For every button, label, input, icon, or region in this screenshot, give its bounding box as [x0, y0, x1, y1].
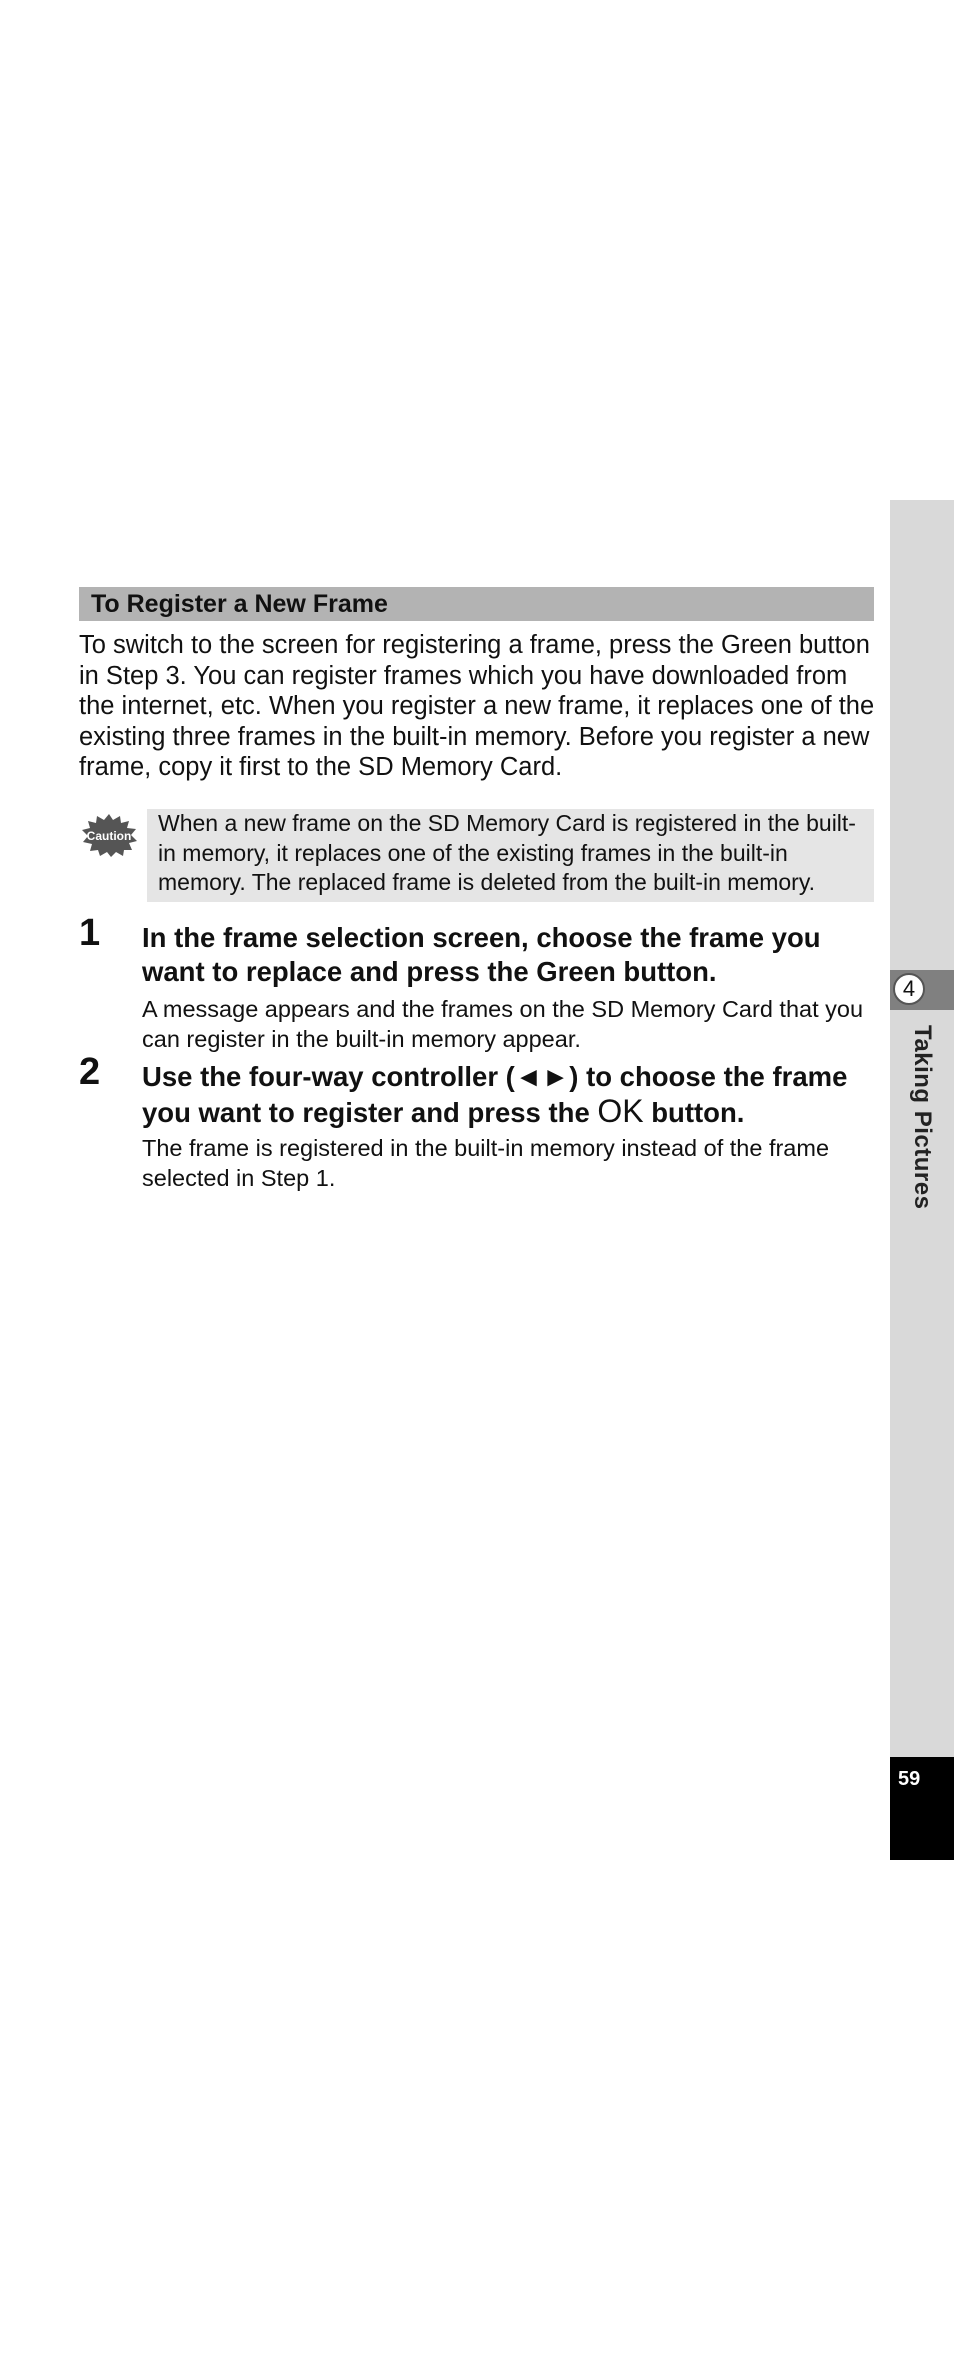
step-1-number: 1 [79, 912, 101, 954]
step-2-title-text: Use the four-way controller (◄►) to choose the frame you want to register and press the [142, 1061, 848, 1128]
page-number: 59 [898, 1768, 921, 1790]
intro-paragraph: To switch to the screen for registering a frame, press the Green button in Step 3. You can register frames which you have downloaded from the internet, etc. When you register a new frame, it replaces one of the existing three frames in the built-in memory. Before you register a new frame, copy it first to the SD Memory Card. [79, 631, 875, 781]
section-heading: To Register a New Frame [79, 587, 874, 621]
chapter-number: 4 [893, 973, 925, 1005]
step-2-title [142, 1060, 882, 1130]
caution-note: When a new frame on the SD Memory Card is registered in the built-in memory, it replaces one of the existing frames in the built-in memory. The replaced frame is deleted from the built-in memory. [147, 809, 874, 902]
step-2-title-end: button. [643, 1097, 745, 1128]
chapter-title: Taking Pictures [909, 1025, 936, 1210]
ok-button-glyph: OK [597, 1093, 644, 1129]
step-2-description: The frame is registered in the built-in memory instead of the frame selected in Step 1. [142, 1135, 830, 1191]
step-1-title: In the frame selection screen, choose the frame you want to replace and press the Green button. [142, 922, 821, 987]
caution-icon [80, 813, 138, 857]
step-2-number: 2 [79, 1051, 101, 1093]
caution-icon-label: Caution [86, 829, 132, 843]
step-1-description: A message appears and the frames on the SD Memory Card that you can register in the built-in memory appear. [142, 996, 864, 1052]
